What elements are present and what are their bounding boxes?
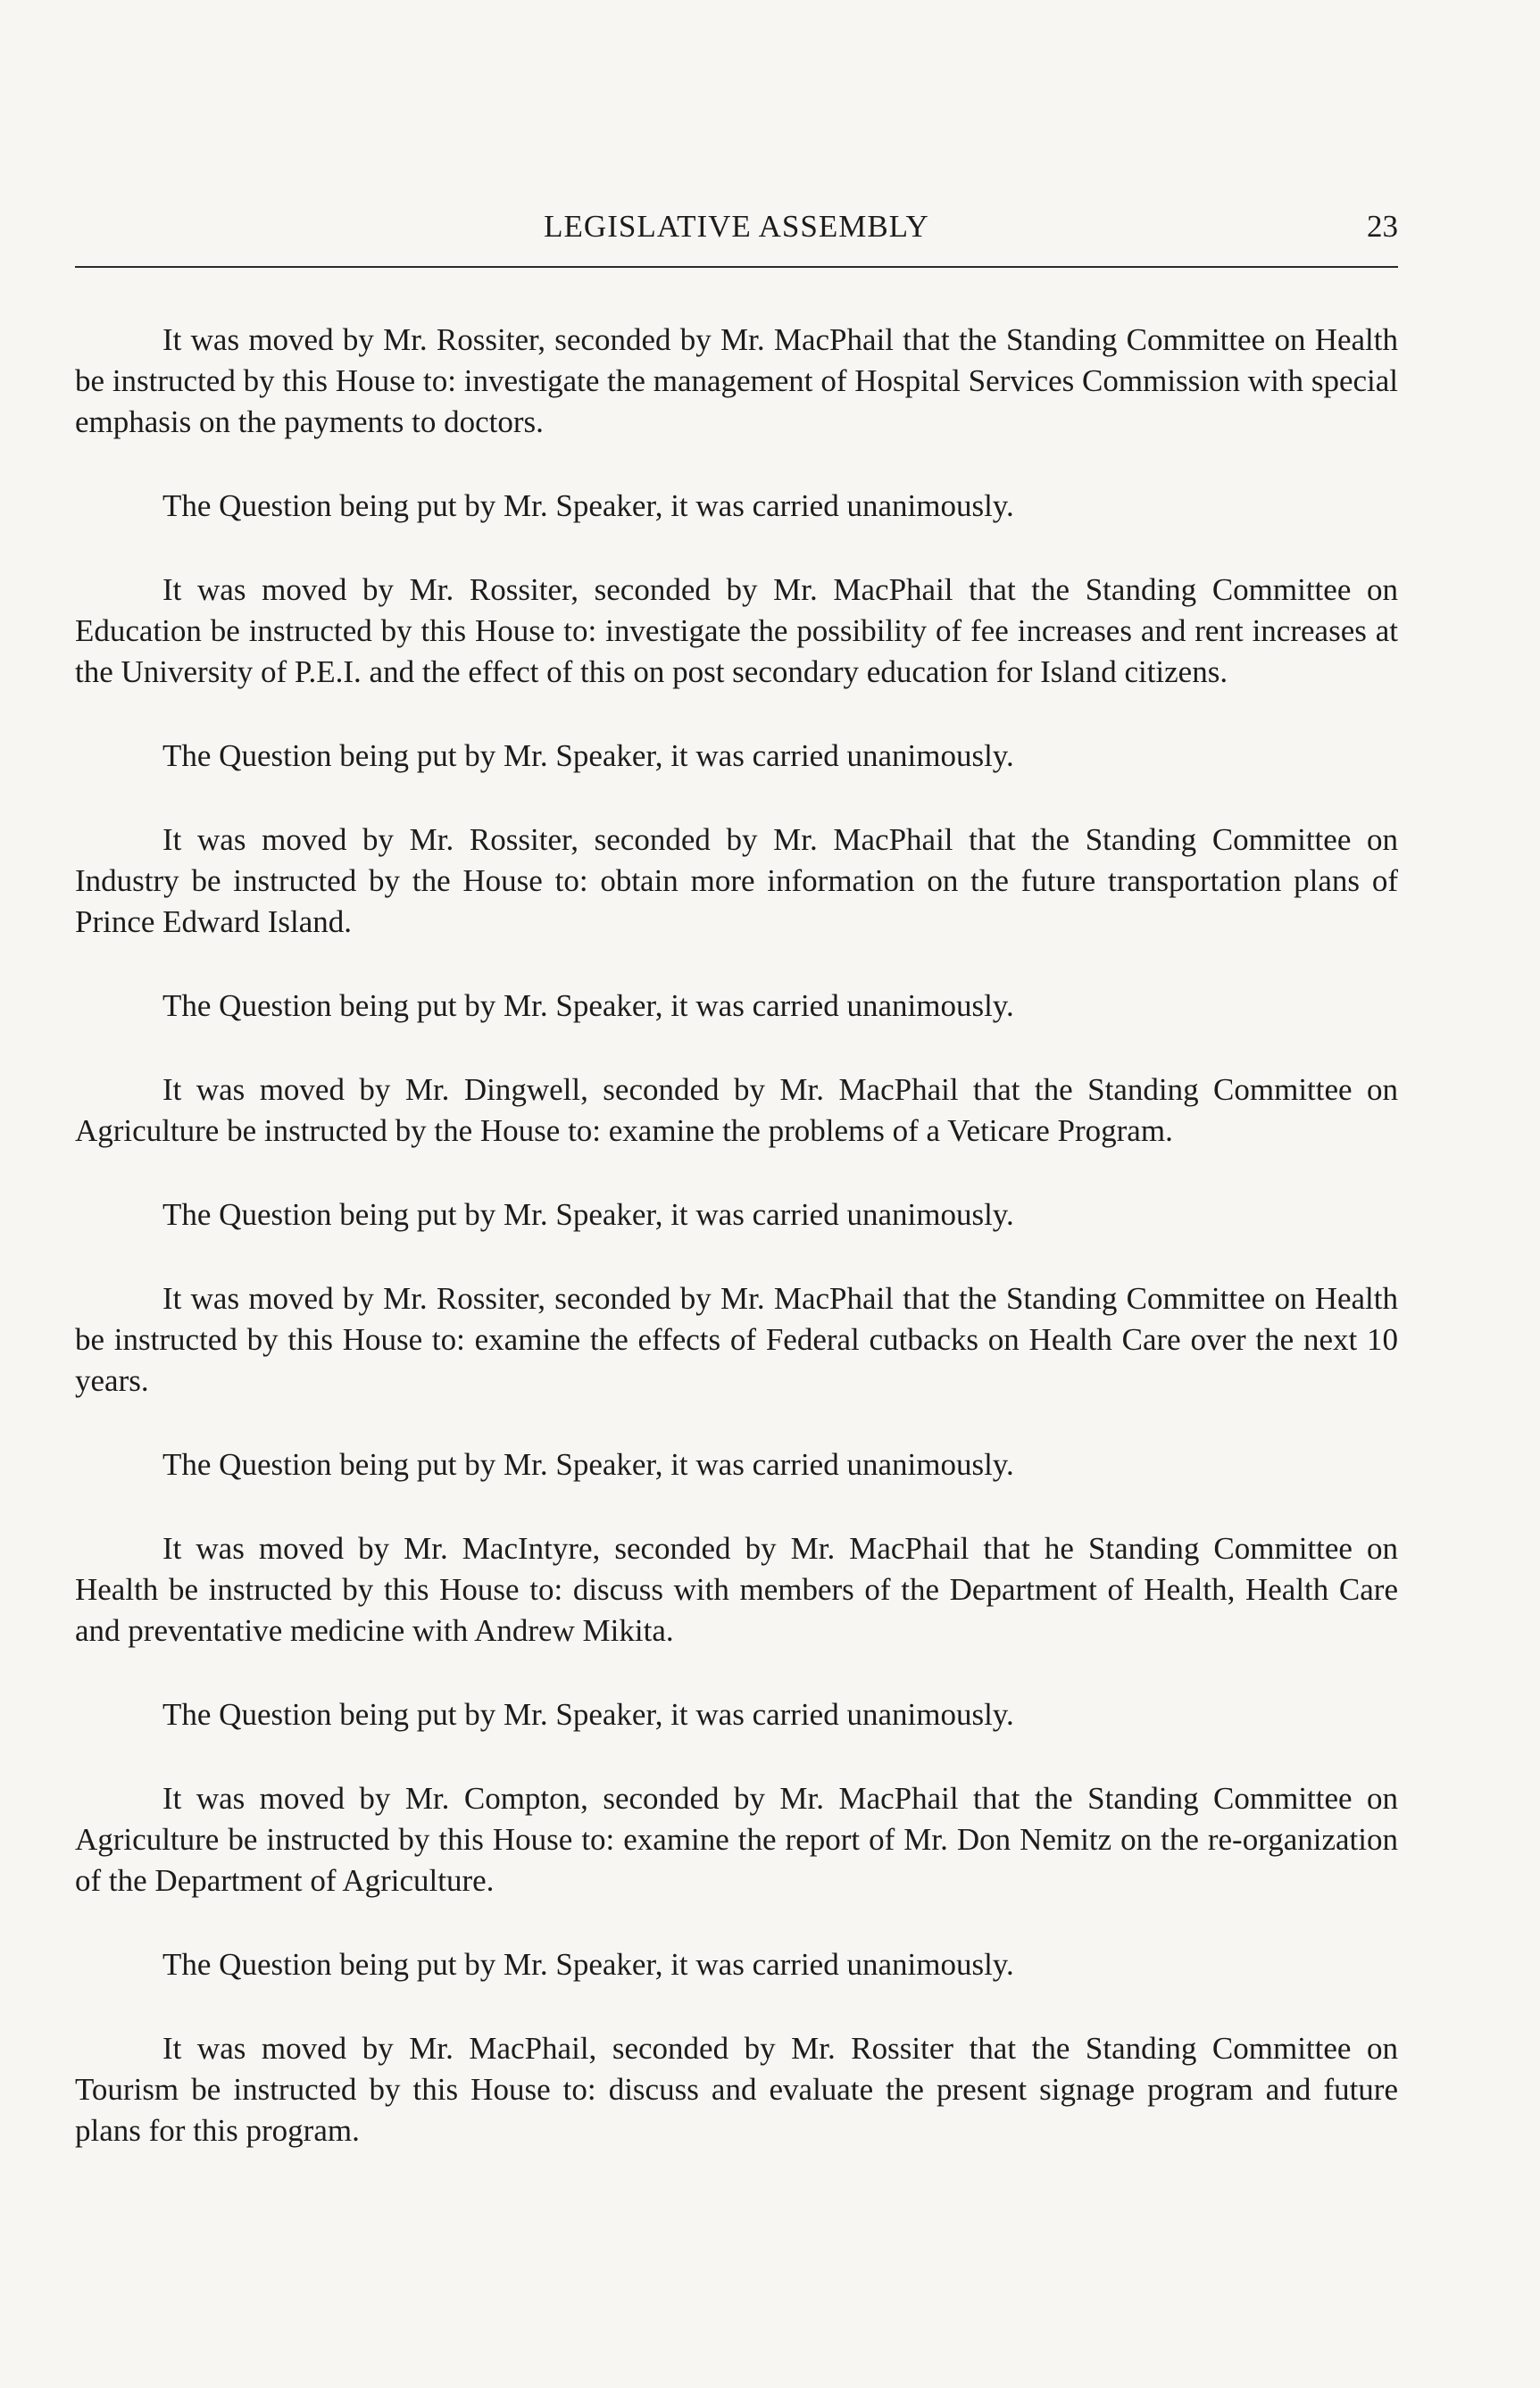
motion-paragraph: It was moved by Mr. Rossiter, seconded by Mr. MacPhail that the Standing Committee on Industry be instructed by the House to: obtain more information on the future transportation plans of Prince Edward Island. <box>75 822 1398 939</box>
page-number: 23 <box>1367 209 1398 244</box>
running-head: LEGISLATIVE ASSEMBLY <box>544 209 929 244</box>
motion-paragraph: It was moved by Mr. MacIntyre, seconded by Mr. MacPhail that he Standing Committee on Health be instructed by this House to: discuss with members of the Department of Health, Health Care and preventative medicine with Andrew Mikita. <box>75 1531 1398 1648</box>
question-paragraph: The Question being put by Mr. Speaker, it was carried unanimously. <box>162 1947 1014 1982</box>
motion-paragraph: It was moved by Mr. Rossiter, seconded by Mr. MacPhail that the Standing Committee on Health be instructed by this House to: examine the effects of Federal cutbacks on Health Care over the next 10 years. <box>75 1281 1398 1398</box>
question-paragraph: The Question being put by Mr. Speaker, it was carried unanimously. <box>162 738 1014 773</box>
question-paragraph: The Question being put by Mr. Speaker, it was carried unanimously. <box>162 1197 1014 1232</box>
motion-paragraph: It was moved by Mr. Dingwell, seconded by Mr. MacPhail that the Standing Committee on Agriculture be instructed by the House to: examine the problems of a Veticare Program. <box>75 1072 1398 1148</box>
motion-paragraph: It was moved by Mr. Rossiter, seconded by Mr. MacPhail that the Standing Committee on Education be instructed by this House to: investigate the possibility of fee increases and rent increases at the University of P.E.I. and the effect of this on post secondary education for Island citizens. <box>75 572 1398 689</box>
page-header <box>75 207 1398 252</box>
question-paragraph: The Question being put by Mr. Speaker, it was carried unanimously. <box>162 1447 1014 1482</box>
body-text <box>75 320 1398 2194</box>
question-paragraph: The Question being put by Mr. Speaker, it was carried unanimously. <box>162 488 1014 523</box>
motion-paragraph: It was moved by Mr. Compton, seconded by Mr. MacPhail that the Standing Committee on Agriculture be instructed by this House to: examine the report of Mr. Don Nemitz on the re-organization of the Department of Agriculture. <box>75 1781 1398 1898</box>
question-paragraph: The Question being put by Mr. Speaker, it was carried unanimously. <box>162 988 1014 1023</box>
motion-paragraph: It was moved by Mr. Rossiter, seconded by Mr. MacPhail that the Standing Committee on Health be instructed by this House to: investigate the management of Hospital Services Commission with special emphasis on the payments to doctors. <box>75 322 1398 439</box>
header-rule <box>75 266 1398 268</box>
question-paragraph: The Question being put by Mr. Speaker, it was carried unanimously. <box>162 1697 1014 1732</box>
motion-paragraph: It was moved by Mr. MacPhail, seconded by Mr. Rossiter that the Standing Committee on Tourism be instructed by this House to: discuss and evaluate the present signage program and future plans for this program. <box>75 2031 1398 2148</box>
